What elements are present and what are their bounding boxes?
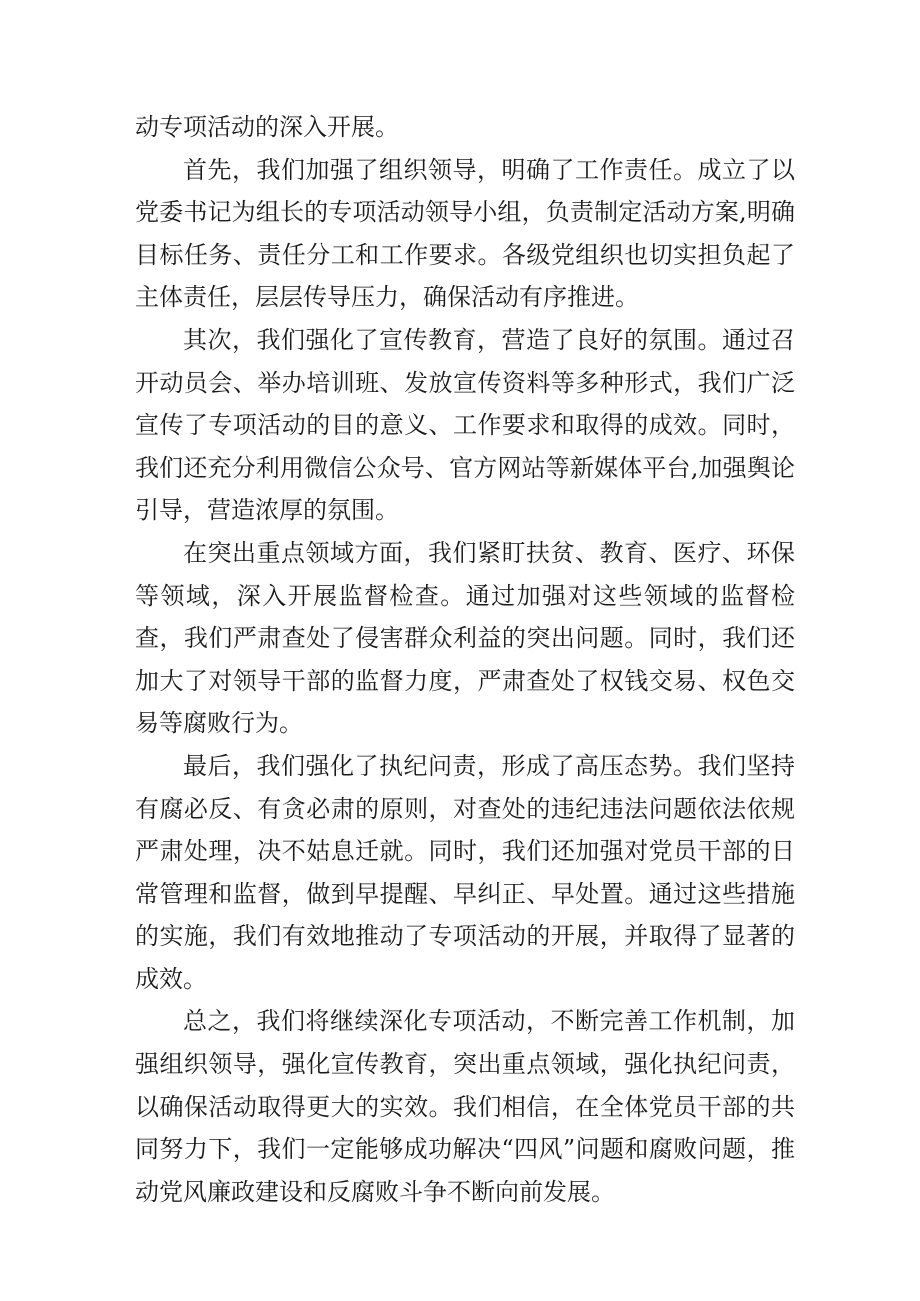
paragraph-publicity: 其次，我们强化了宣传教育，营造了良好的氛围。通过召开动员会、举办培训班、发放宣传资料等多种形式，我们广泛宣传了专项活动的目的意义、工作要求和取得的成效。同时，我们还充分利用微信公众号、官方网站等新媒体平台,加强舆论引导，营造浓厚的氛围。 [135, 325, 795, 525]
paragraph-conclusion: 总之，我们将继续深化专项活动，不断完善工作机制，加强组织领导，强化宣传教育，突出重点领域，强化执纪问责，以确保活动取得更大的实效。我们相信，在全体党员干部的共同努力下，我们一定能够成功解决“四风”问题和腐败问题，推动党风廉政建设和反腐败斗争不断向前发展。 [135, 1007, 795, 1206]
paragraph-key-areas: 在突出重点领域方面，我们紧盯扶贫、教育、医疗、环保等领域，深入开展监督检查。通过加强对这些领域的监督检查，我们严肃查处了侵害群众利益的突出问题。同时，我们还加大了对领导干部的监督力度，严肃查处了权钱交易、权色交易等腐败行为。 [135, 538, 795, 738]
document-body [135, 106, 795, 1213]
paragraph-organization: 首先，我们加强了组织领导，明确了工作责任。成立了以党委书记为组长的专项活动领导小组，负责制定活动方案,明确目标任务、责任分工和工作要求。各级党组织也切实担负起了主体责任，层层传导压力，确保活动有序推进。 [135, 155, 795, 312]
paragraph-accountability: 最后，我们强化了执纪问责，形成了高压态势。我们坚持有腐必反、有贪必肃的原则，对查处的违纪违法问题依法依规严肃处理，决不姑息迁就。同时，我们还加强对党员干部的日常管理和监督，做到早提醒、早纠正、早处置。通过这些措施的实施，我们有效地推动了专项活动的开展，并取得了显著的成效。 [135, 751, 795, 993]
paragraph-continuation: 动专项活动的深入开展。 [135, 113, 399, 141]
